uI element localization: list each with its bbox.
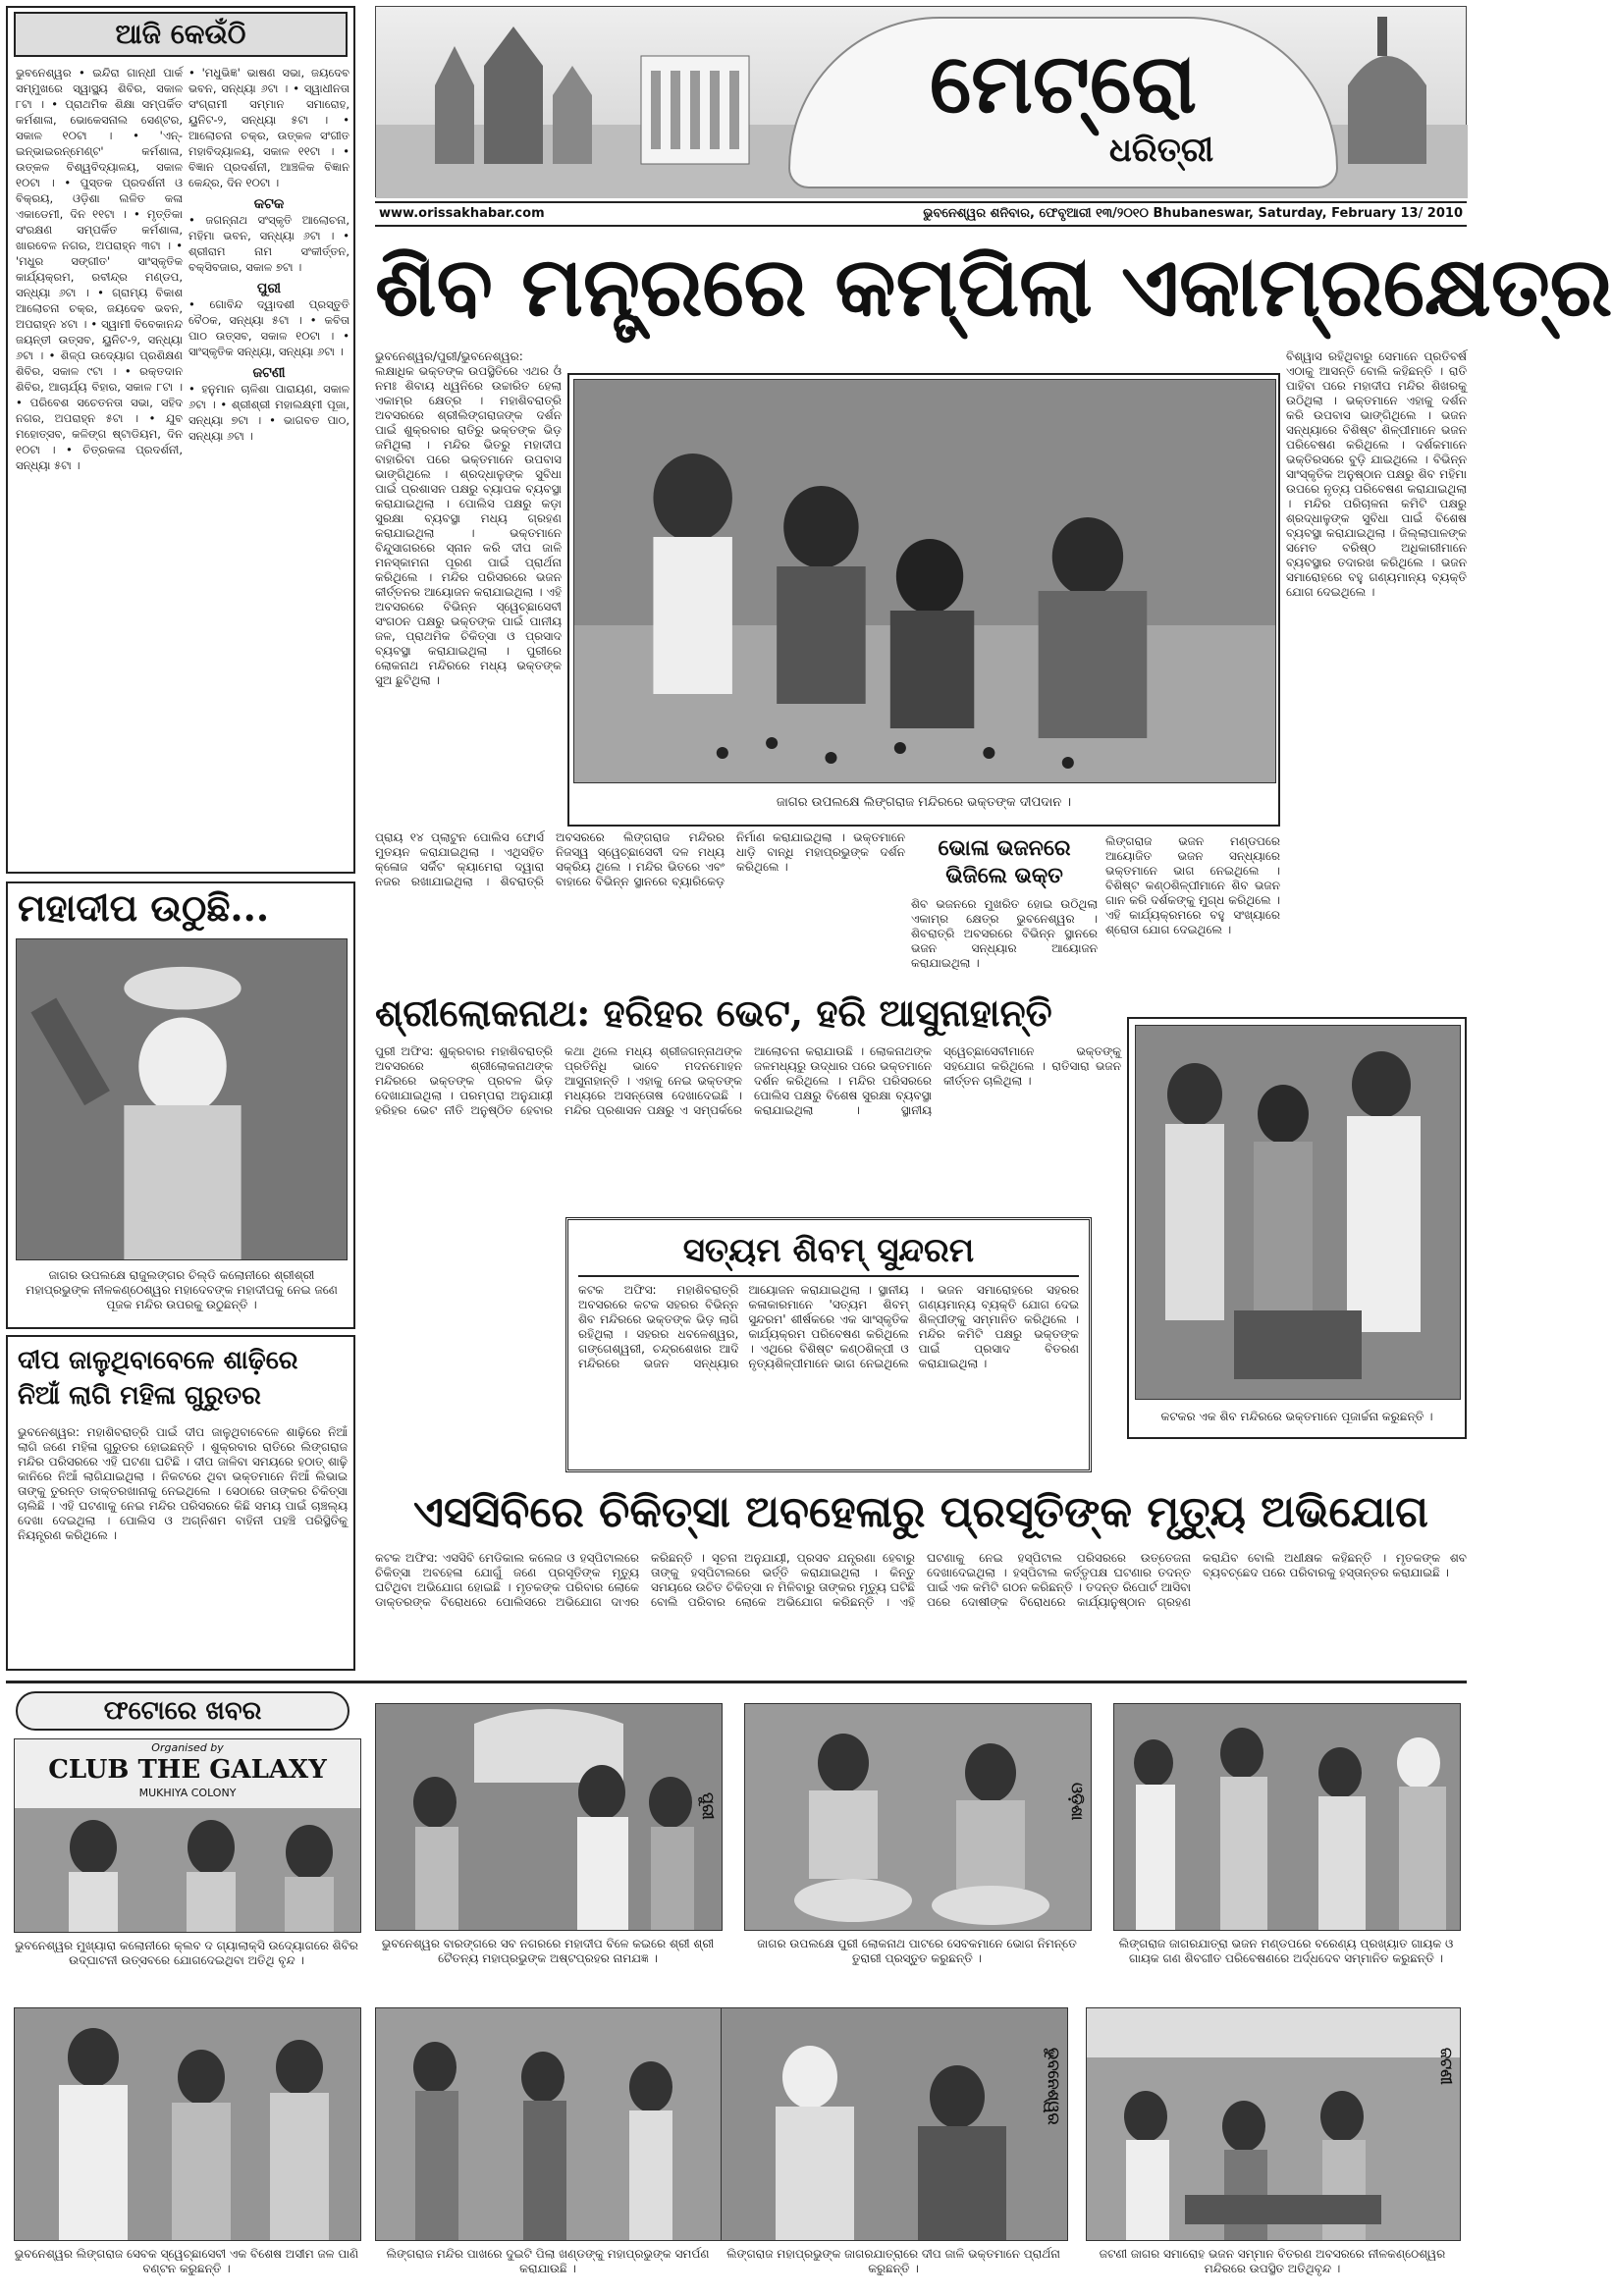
deep-fire-headline: ଦୀପ ଜାଳୁଥିବାବେଳେ ଶାଢ଼ିରେ ନିଆଁ ଲାଗି ମହିଳା ଗୁରୁତର <box>18 1346 298 1411</box>
today-events-title: ଆଜି କେଉଁଠି <box>14 12 348 57</box>
photo-news-image-7 <box>721 2007 1068 2241</box>
photo-news-image-2 <box>375 1703 723 1931</box>
satyam-photo-caption: କଟକର ଏକ ଶିବ ମନ୍ଦିରରେ ଭକ୍ତମାନେ ପୂଜାର୍ଚ୍ଚନା କରୁଛନ୍ତି । <box>1160 1410 1433 1423</box>
photo-news-item-4 <box>1113 1703 1459 1980</box>
today-events-list-extra: • 'ମଧୁଭିଜ୍ଞ' ଭାଷଣ ସଭା, ଜୟଦେବ ଭବନ, ସନ୍ଧ୍ୟା ୬ଟା । • ସ୍ୱାଧୀନତା ସଂଗ୍ରାମୀ ସମ୍ମାନ ସମାରୋହ, ୟୁନିଟ-୨, ସନ୍ଧ୍ୟା ୫ଟା । • ଆଲୋଚନା ଚକ୍ର, ଉତ୍କଳ ସଂଗୀତ ମହାବିଦ୍ୟାଳୟ, ସକାଳ ୧୧ଟା । • ବିଜ୍ଞାନ ପ୍ରଦର୍ଶନୀ, ଆଞ୍ଚଳିକ ବିଜ୍ଞାନ କେନ୍ଦ୍ର, ଦିନ ୧୦ଟା । <box>188 66 349 189</box>
satyam-headline: ସତ୍ୟମ ଶିବମ୍ ସୁନ୍ଦରମ <box>578 1226 1079 1277</box>
lokanath-text-continued <box>375 1217 558 1472</box>
lead-right-text: ବିଶ୍ୱାସ ରହିଥିବାରୁ ସେମାନେ ପ୍ରତିବର୍ଷ ଏଠାକୁ ଆସନ୍ତି ବୋଲି କହିଛନ୍ତି । ରାତି ପାହିବା ପରେ ମହାଦୀପ ମନ୍ଦିର ଶିଖରକୁ ଉଠିଥିଲା । ଭକ୍ତମାନେ ଏହାକୁ ଦର୍ଶନ କରି ଉପବାସ ଭାଙ୍ଗିଥିଲେ । ଭଜନ ସନ୍ଧ୍ୟାରେ ବିଶିଷ୍ଟ ଶିଳ୍ପୀମାନେ ଭଜନ ପରିବେଷଣ କରିଥିଲେ । ଦର୍ଶକମାନେ ଭକ୍ତିରସରେ ବୁଡ଼ି ଯାଇଥିଲେ । ବିଭିନ୍ନ ସାଂସ୍କୃତିକ ଅନୁଷ୍ଠାନ ପକ୍ଷରୁ ଶିବ ମହିମା ଉପରେ ନୃତ୍ୟ ପରିବେଷଣ କରାଯାଇଥିଲା । ମନ୍ଦିର ପରିଚାଳନା କମିଟି ପକ୍ଷରୁ ଶ୍ରଦ୍ଧାଳୁଙ୍କ ସୁବିଧା ପାଇଁ ବିଶେଷ ବ୍ୟବସ୍ଥା କରାଯାଇଥିଲା । ଜିଲ୍ଲାପାଳଙ୍କ ସମେତ ବରିଷ୍ଠ ଅଧିକାରୀମାନେ ବ୍ୟବସ୍ଥାର ତଦାରଖ କରିଥିଲେ । ଭଜନ ସମାରୋହରେ ବହୁ ଗଣ୍ୟମାନ୍ୟ ବ୍ୟକ୍ତି ଯୋଗ ଦେଇଥିଲେ । <box>1286 349 1467 599</box>
photo-news-item-3 <box>744 1703 1090 1980</box>
today-events-box <box>6 6 355 874</box>
photo-news-caption-1: ଭୁବନେଶ୍ୱର ମୁଖ୍ୟାରା କଲୋନୀରେ କ୍ଲବ ଦ ଗ୍ୟାଲାକ୍ସି ଉଦ୍ୟୋଗରେ ଶିବିର ଉଦ୍‌ଘାଟନୀ ଉତ୍ସବରେ ଯୋଗଦେଇଥିବା ଅତିଥି ବୃନ୍ଦ । <box>15 1939 358 1967</box>
city-label-puri: ପୁରୀ <box>256 281 282 296</box>
deep-fire-box <box>6 1335 355 1671</box>
masthead-subtitle: ଧରିତ୍ରୀ <box>1108 131 1214 170</box>
lead-left-text: ଭୁବନେଶ୍ୱର/ପୁରୀ/ଭୁବନେଶ୍ୱର: ଲକ୍ଷାଧିକ ଭକ୍ତଙ୍କ ଉପସ୍ଥିତିରେ ଏଥର ଓଁ ନମଃ ଶିବାୟ ଧ୍ୱନିରେ ଉଚ୍ଚାରିତ ହେଲା ଏକାମ୍ର କ୍ଷେତ୍ର । ମହାଶିବରାତ୍ରି ଅବସରରେ ଶ୍ରୀଲିଙ୍ଗରାଜଙ୍କ ଦର୍ଶନ ପାଇଁ ଶୁକ୍ରବାର ରାତିରୁ ଭକ୍ତଙ୍କ ଭିଡ଼ ଜମିଥିଲା । ମନ୍ଦିର ଭିତରୁ ମହାଦୀପ ବାହାରିବା ପରେ ଭକ୍ତମାନେ ଉପବାସ ଭାଙ୍ଗିଥିଲେ । ଶ୍ରଦ୍ଧାଳୁଙ୍କ ସୁବିଧା ପାଇଁ ପ୍ରଶାସନ ପକ୍ଷରୁ ବ୍ୟାପକ ବ୍ୟବସ୍ଥା କରାଯାଇଥିଲା । ପୋଲିସ ପକ୍ଷରୁ କଡ଼ା ସୁରକ୍ଷା ବ୍ୟବସ୍ଥା ମଧ୍ୟ ଗ୍ରହଣ କରାଯାଇଥିଲା । ଭକ୍ତମାନେ ବିନ୍ଦୁସାଗରରେ ସ୍ନାନ କରି ଦୀପ ଜାଳି ମନସ୍କାମନା ପୂରଣ ପାଇଁ ପ୍ରାର୍ଥନା କରିଥିଲେ । ମନ୍ଦିର ପରିସରରେ ଭଜନ କୀର୍ତ୍ତନର ଆୟୋଜନ କରାଯାଇଥିଲା । ଏହି ଅବସରରେ ବିଭିନ୍ନ ସ୍ୱେଚ୍ଛାସେବୀ ସଂଗଠନ ପକ୍ଷରୁ ଭକ୍ତଙ୍କ ପାଇଁ ପାନୀୟ ଜଳ, ପ୍ରାଥମିକ ଚିକିତ୍ସା ଓ ପ୍ରସାଦ ବ୍ୟବସ୍ଥା କରାଯାଇଥିଲା । ପୁରୀରେ ଲୋକନାଥ ମନ୍ଦିରରେ ମଧ୍ୟ ଭକ୍ତଙ୍କ ସୁଅ ଛୁଟିଥିଲା । <box>375 349 562 687</box>
deep-fire-text: ଭୁବନେଶ୍ୱର: ମହାଶିବରାତ୍ରି ପାଇଁ ଦୀପ ଜାଳୁଥିବାବେଳେ ଶାଢ଼ିରେ ନିଆଁ ଲାଗି ଜଣେ ମହିଳା ଗୁରୁତର ହୋଇଛନ୍ତି । ଶୁକ୍ରବାର ରାତିରେ ଲିଙ୍ଗରାଜ ମନ୍ଦିର ପରିସରରେ ଏହି ଘଟଣା ଘଟିଛି । ଦୀପ ଜାଳିବା ସମୟରେ ହଠାତ୍ ଶାଢ଼ି କାନିରେ ନିଆଁ ଲାଗିଯାଇଥିଲା । ନିକଟରେ ଥିବା ଭକ୍ତମାନେ ନିଆଁ ଲିଭାଇ ତାଙ୍କୁ ତୁରନ୍ତ ଡାକ୍ତରଖାନାକୁ ନେଇଥିଲେ । ସେଠାରେ ତାଙ୍କର ଚିକିତ୍ସା ଚାଲିଛି । ଏହି ଘଟଣାକୁ ନେଇ ମନ୍ଦିର ପରିସରରେ କିଛି ସମୟ ପାଇଁ ଚାଞ୍ଚଲ୍ୟ ଦେଖା ଦେଇଥିଲା । ପୋଲିସ ଓ ଅଗ୍ନିଶମ ବାହିନୀ ପହଞ୍ଚି ପରିସ୍ଥିତିକୁ ନିୟନ୍ତ୍ରଣ କରିଥିଲେ । <box>18 1425 348 1542</box>
satyam-box <box>565 1217 1092 1472</box>
photo-news-section <box>6 1681 1467 2290</box>
mahadeep-caption: ଜାଗର ଉପଲକ୍ଷେ ରାଜୁଲଙ୍ଗର ଚିଲ୍ଡି କଲୋନୀରେ ଶ୍ରୀଶ୍ରୀ ମହାପ୍ରଭୁଙ୍କ ନୀଳକଣ୍ଠେଶ୍ୱର ମହାଦେବଙ୍କ ମହାଦୀପକୁ ନେଇ ଜଣେ ପୂଜକ ମନ୍ଦିର ଉପରକୁ ଉଠୁଛନ୍ତି । <box>26 1268 338 1311</box>
galaxy-banner-sub: MUKHIYA COLONY <box>138 1787 237 1799</box>
masthead-title: ମେଟ୍ରୋ <box>930 34 1197 132</box>
galaxy-banner-top: Organised by <box>151 1741 224 1754</box>
galaxy-banner-main: CLUB THE GALAXY <box>48 1755 327 1785</box>
photo-news-image-3 <box>744 1703 1092 1931</box>
website-link[interactable]: www.orissakhabar.com <box>379 206 545 221</box>
satyam-photo <box>1135 1025 1461 1400</box>
mahadeep-box <box>6 881 355 1329</box>
photo-news-image-5 <box>14 2007 361 2241</box>
lead-photo-frame <box>567 373 1280 827</box>
mahadeep-headline: ମହାଦୀପ ଉଠୁଛି... <box>18 885 270 930</box>
lokanath-headline: ଶ୍ରୀଲୋକନାଥ: ହରିହର ଭେଟ, ହରି ଆସୁନାହାନ୍ତି <box>375 990 1052 1035</box>
photo-news-caption-8: ଜଟଣୀ ଜାଗର ସମାରୋହ ଭଜନ ସମ୍ମାନ ବିତରଣ ଅବସରରେ ନୀଳକଣ୍ଠେଶ୍ୱର ମନ୍ଦିରରେ ଉପସ୍ଥିତ ଅତିଥିବୃନ୍ଦ । <box>1099 2247 1446 2275</box>
hospital-text: କଟକ ଅଫିସ: ଏସସିବି ମେଡିକାଲ କଲେଜ ଓ ହସ୍ପିଟାଲରେ ଚିକିତ୍ସା ଅବହେଳା ଯୋଗୁଁ ଜଣେ ପ୍ରସୂତିଙ୍କ ମୃତ୍ୟୁ ଘଟିଥିବା ଅଭିଯୋଗ ହୋଇଛି । ମୃତକଙ୍କ ପରିବାର ଲୋକେ ଡାକ୍ତରଙ୍କ ବିରୋଧରେ ପୋଲିସରେ ଅଭିଯୋଗ ଦାଏର କରିଛନ୍ତି । ସୂଚନା ଅନୁଯାୟୀ, ପ୍ରସବ ଯନ୍ତ୍ରଣା ହେବାରୁ ତାଙ୍କୁ ହସ୍ପିଟାଲରେ ଭର୍ତ୍ତି କରାଯାଇଥିଲା । କିନ୍ତୁ ସମୟରେ ଉଚିତ ଚିକିତ୍ସା ନ ମିଳିବାରୁ ତାଙ୍କର ମୃତ୍ୟୁ ଘଟିଛି ବୋଲି ପରିବାର ଲୋକେ ଅଭିଯୋଗ କରିଛନ୍ତି । ଏହି ଘଟଣାକୁ ନେଇ ହସ୍ପିଟାଲ ପରିସରରେ ଉତ୍ତେଜନା ଦେଖାଦେଇଥିଲା । ହସ୍ପିଟାଲ କର୍ତ୍ତୃପକ୍ଷ ଘଟଣାର ତଦନ୍ତ ପାଇଁ ଏକ କମିଟି ଗଠନ କରିଛନ୍ତି । ତଦନ୍ତ ରିପୋର୍ଟ ଆସିବା ପରେ ଦୋଷୀଙ୍କ ବିରୋଧରେ କାର୍ଯ୍ୟାନୁଷ୍ଠାନ ଗ୍ରହଣ କରାଯିବ ବୋଲି ଅଧୀକ୍ଷକ କହିଛନ୍ତି । ମୃତକଙ୍କ ଶବ ବ୍ୟବଚ୍ଛେଦ ପରେ ପରିବାରକୁ ହସ୍ତାନ୍ତର କରାଯାଇଛି । <box>375 1551 1467 1609</box>
today-events-right-column <box>188 65 349 866</box>
photo-news-title: ଫଟୋରେ ଖବର <box>16 1691 349 1731</box>
bhola-bhajan-headline: ଭୋଳା ଭଜନରେ ଭିଜିଲେ ଭକ୍ତ <box>938 835 1071 888</box>
photo-tag-puri: ପୁରୀ <box>699 1792 718 1820</box>
photo-news-item-5 <box>14 2007 359 2288</box>
lead-bottom-text: ପ୍ରାୟ ୧୪ ପ୍ଲାଟୁନ ପୋଲିସ ଫୋର୍ସ ମୁତୟନ କରାଯାଇଥିଲା । ଏଥିସହିତ କ୍ଳୋଜ ସର୍କିଟ କ୍ୟାମେରା ଦ୍ୱାରା ନଜର ରଖାଯାଇଥିଲା । ଶିବରାତ୍ରି ଅବସରରେ ଲିଙ୍ଗରାଜ ମନ୍ଦିରର ନିଜସ୍ୱ ସ୍ୱେଚ୍ଛାସେବୀ ଦଳ ମଧ୍ୟ ସକ୍ରିୟ ଥିଲେ । ମନ୍ଦିର ଭିତରେ ଏବଂ ବାହାରେ ବିଭିନ୍ନ ସ୍ଥାନରେ ବ୍ୟାରିକେଡ଼ ନିର୍ମାଣ କରାଯାଇଥିଲା । ଭକ୍ତମାନେ ଧାଡ଼ି ବାନ୍ଧି ମହାପ୍ରଭୁଙ୍କ ଦର୍ଶନ କରିଥିଲେ । <box>375 830 905 888</box>
today-events-list-jatni: • ହନୁମାନ ଚାଳିଶା ପାରାୟଣ, ସକାଳ ୬ଟା । • ଶ୍ରୀଶ୍ରୀ ମହାଲକ୍ଷ୍ମୀ ପୂଜା, ସନ୍ଧ୍ୟା ୭ଟା । • ଭାଗବତ ପାଠ, ସନ୍ଧ୍ୟା ୬ଟା । <box>188 382 349 443</box>
satyam-photo-frame <box>1127 1017 1467 1439</box>
city-label-jatni: ଜଟଣୀ <box>252 365 286 381</box>
photo-news-caption-3: ଜାଗର ଉପଲକ୍ଷେ ପୁରୀ ଲୋକନାଥ ପାଟରେ ସେବକମାନେ ଭୋଗ ନିମନ୍ତେ ତୁରାରୀ ପ୍ରସ୍ତୁତ କରୁଛନ୍ତି । <box>757 1937 1077 1965</box>
satyam-text: କଟକ ଅଫିସ: ମହାଶିବରାତ୍ରି ଅବସରରେ କଟକ ସହରର ବିଭିନ୍ନ ଶିବ ମନ୍ଦିରରେ ଭକ୍ତଙ୍କ ଭିଡ଼ ଲାଗି ରହିଥିଲା । ସହରର ଧବଳେଶ୍ୱର, ଗଙ୍ଗେଶ୍ୱରୀ, ଚନ୍ଦ୍ରଶେଖର ଆଦି ମନ୍ଦିରରେ ଭଜନ ସନ୍ଧ୍ୟାର ଆୟୋଜନ କରାଯାଇଥିଲା । ସ୍ଥାନୀୟ କଳାକାରମାନେ 'ସତ୍ୟମ ଶିବମ୍ ସୁନ୍ଦରମ' ଶୀର୍ଷକରେ ଏକ ସାଂସ୍କୃତିକ କାର୍ଯ୍ୟକ୍ରମ ପରିବେଷଣ କରିଥିଲେ । ଏଥିରେ ବିଶିଷ୍ଟ କଣ୍ଠଶିଳ୍ପୀ ଓ ନୃତ୍ୟଶିଳ୍ପୀମାନେ ଭାଗ ନେଇଥିଲେ । ଭଜନ ସମାରୋହରେ ସହରର ଗଣ୍ୟମାନ୍ୟ ବ୍ୟକ୍ତି ଯୋଗ ଦେଇ ଶିଳ୍ପୀଙ୍କୁ ସମ୍ମାନିତ କରିଥିଲେ । ମନ୍ଦିର କମିଟି ପକ୍ଷରୁ ଭକ୍ତଙ୍କ ପାଇଁ ପ୍ରସାଦ ବିତରଣ କରାଯାଇଥିଲା । <box>578 1283 1079 1370</box>
mahadeep-photo <box>16 938 348 1260</box>
photo-tag-jatni: ଜଟଣୀ <box>1437 2048 1456 2085</box>
lokanath-text: ପୁରୀ ଅଫିସ: ଶୁକ୍ରବାର ମହାଶିବରାତ୍ରି ଅବସରରେ ଶ୍ରୀଲୋକନାଥଙ୍କ ମନ୍ଦିରରେ ଭକ୍ତଙ୍କ ପ୍ରବଳ ଭିଡ଼ ଦେଖାଯାଇଥିଲା । ପରମ୍ପରା ଅନୁଯାୟୀ ହରିହର ଭେଟ ନୀତି ଅନୁଷ୍ଠିତ ହେବାର କଥା ଥିଲେ ମଧ୍ୟ ଶ୍ରୀଜଗନ୍ନାଥଙ୍କ ପ୍ରତିନିଧି ଭାବେ ମଦନମୋହନ ଆସୁନାହାନ୍ତି । ଏହାକୁ ନେଇ ଭକ୍ତଙ୍କ ମଧ୍ୟରେ ଅସନ୍ତୋଷ ଦେଖାଦେଇଛି । ମନ୍ଦିର ପ୍ରଶାସନ ପକ୍ଷରୁ ଏ ସମ୍ପର୍କରେ ଆଲୋଚନା କରାଯାଉଛି । ଲୋକନାଥଙ୍କ ଜଳମଧ୍ୟରୁ ଉଦ୍ଧାର ପରେ ଭକ୍ତମାନେ ଦର୍ଶନ କରିଥିଲେ । ମନ୍ଦିର ପରିସରରେ ପୋଲିସ ପକ୍ଷରୁ ବିଶେଷ ସୁରକ୍ଷା ବ୍ୟବସ୍ଥା କରାଯାଇଥିଲା । ସ୍ଥାନୀୟ ସ୍ୱେଚ୍ଛାସେବୀମାନେ ଭକ୍ତଙ୍କୁ ସହଯୋଗ କରିଥିଲେ । ରାତିସାରା ଭଜନ କୀର୍ତ୍ତନ ଚାଲିଥିଲା । <box>375 1044 1121 1117</box>
photo-news-caption-6: ଲିଙ୍ଗରାଜ ମନ୍ଦିର ପାଖରେ ଦୁଇଟି ପିଲା ଖଣ୍ଡଙ୍କୁ ମହାପ୍ରଭୁଙ୍କ ସମର୍ପଣ କରାଯାଉଛି । <box>386 2247 710 2275</box>
lead-photo <box>573 379 1276 783</box>
photo-news-item-6 <box>375 2007 721 2288</box>
photo-tag-bhubaneswar: ଭୁବନେଶ୍ୱର <box>1045 2048 1063 2125</box>
hospital-headline: ଏସସିବିରେ ଚିକିତ୍ସା ଅବହେଳାରୁ ପ୍ରସୂତିଙ୍କ ମୃତ୍ୟୁ ଅଭିଯୋଗ <box>413 1487 1428 1537</box>
today-events-list-bhubaneswar: ଭୁବନେଶ୍ୱର • ଇନ୍ଦିରା ଗାନ୍ଧୀ ପାର୍କ ସମ୍ମୁଖରେ ସ୍ୱାସ୍ଥ୍ୟ ଶିବିର, ସକାଳ ୮ଟା । • ପ୍ରାଥମିକ ଶିକ୍ଷା ସମ୍ପର୍କିତ କର୍ମଶାଳା, ଭୋକେସନାଲ ସେଣ୍ଟର, ସକାଳ ୧୦ଟା । • 'ଏନ୍‌-ଇନ୍‌ଭାଇରନ୍‌ମେଣ୍ଟ' କର୍ମଶାଳା, ଉତ୍କଳ ବିଶ୍ୱବିଦ୍ୟାଳୟ, ସକାଳ ୧୦ଟା । • ପୁସ୍ତକ ପ୍ରଦର୍ଶନୀ ଓ ବିକ୍ରୟ, ଓଡ଼ିଶା ଲଳିତ କଳା ଏକାଡେମୀ, ଦିନ ୧୧ଟା । • ମୃତ୍ତିକା ସଂରକ୍ଷଣ ସମ୍ପର୍କିତ କର୍ମଶାଳା, ଖାରବେଳ ନଗର, ଅପରାହ୍ନ ୩ଟା । • 'ମଧୁର ସଙ୍ଗୀତ' ସାଂସ୍କୃତିକ କାର୍ଯ୍ୟକ୍ରମ, ରବୀନ୍ଦ୍ର ମଣ୍ଡପ, ସନ୍ଧ୍ୟା ୬ଟା । • ଗ୍ରାମ୍ୟ ବିକାଶ ଆଲୋଚନା ଚକ୍ର, ଜୟଦେବ ଭବନ, ଅପରାହ୍ନ ୪ଟା । • ସ୍ୱାମୀ ବିବେକାନନ୍ଦ ଜୟନ୍ତୀ ଉତ୍ସବ, ୟୁନିଟ-୨, ସନ୍ଧ୍ୟା ୬ଟା । • ଶିଳ୍ପ ଉଦ୍ୟୋଗ ପ୍ରଶିକ୍ଷଣ ଶିବିର, ସକାଳ ୯ଟା । • ରକ୍ତଦାନ ଶିବିର, ଆଚାର୍ଯ୍ୟ ବିହାର, ସକାଳ ୮ଟା । • ପରିବେଶ ସଚେତନତା ସଭା, ସହିଦ ନଗର, ଅପରାହ୍ନ ୫ଟା । • ଯୁବ ମହୋତ୍ସବ, କଳିଙ୍ଗ ଷ୍ଟାଡିୟମ, ଦିନ ୧୦ଟା । • ଚିତ୍ରକଳା ପ୍ରଦର୍ଶନୀ, ସନ୍ଧ୍ୟା ୫ଟା । <box>16 66 183 472</box>
photo-news-caption-5: ଭୁବନେଶ୍ୱର ଲିଙ୍ଗରାଜ ସେବକ ସ୍ୱେଚ୍ଛାସେବୀ ଏକ ବିଶେଷ ଅସୀମ ଜଳ ପାଣି ବଣ୍ଟନ କରୁଛନ୍ତି । <box>14 2247 359 2275</box>
photo-news-item-2 <box>375 1703 721 1980</box>
today-events-list-puri: • ଗୋବିନ୍ଦ ଦ୍ୱାଦଶୀ ପ୍ରସ୍ତୁତି ବୈଠକ, ସନ୍ଧ୍ୟା ୫ଟା । • କବିତା ପାଠ ଉତ୍ସବ, ସକାଳ ୧୦ଟା । • ସାଂସ୍କୃତିକ ସନ୍ଧ୍ୟା, ସନ୍ଧ୍ୟା ୬ଟା । <box>188 297 349 358</box>
photo-news-image-1 <box>14 1738 361 1933</box>
lead-photo-caption: ଜାଗର ଉପଲକ୍ଷେ ଲିଙ୍ଗରାଜ ମନ୍ଦିରରେ ଭକ୍ତଙ୍କ ଦୀପଦାନ । <box>776 795 1072 810</box>
dateline-text: ଭୁବନେଶ୍ୱର ଶନିବାର, ଫେବୃଆରୀ ୧୩/୨୦୧୦ Bhubaneswar, Saturday, February 13/ 2010 <box>923 206 1463 221</box>
bhola-bhajan-text: ଶିବ ଭଜନରେ ମୁଖରିତ ହୋଇ ଉଠିଥିଲା ଏକାମ୍ର କ୍ଷେତ୍ର ଭୁବନେଶ୍ୱର । ଶିବରାତ୍ରି ଅବସରରେ ବିଭିନ୍ନ ସ୍ଥାନରେ ଭଜନ ସନ୍ଧ୍ୟାର ଆୟୋଜନ କରାଯାଇଥିଲା । <box>911 897 1098 970</box>
bhola-bhajan-box <box>911 834 1280 978</box>
photo-news-caption-4: ଲିଙ୍ଗରାଜ ଜାଗରଯାତ୍ରା ଭଜନ ମଣ୍ଡପରେ ବରେଣ୍ୟ ପ୍ରଖ୍ୟାତ ଗାୟକ ଓ ଗାୟକ ଗଣ ଶିବଗୀତ ପରିବେଷଣରେ ଅର୍ଦ୍ଧଦେବ ସମ୍ମାନିତ କରୁଛନ୍ତି । <box>1118 1937 1454 1965</box>
dateline-bar <box>375 201 1467 227</box>
photo-news-image-8 <box>1086 2007 1461 2241</box>
photo-tag-odisha: ଓଡ଼ିଶା <box>1068 1783 1087 1821</box>
photo-news-item-8 <box>1086 2007 1459 2288</box>
city-label-cuttack: କଟକ <box>253 196 285 212</box>
lead-headline: ଶିବ ମନ୍ତ୍ରରେ କମ୍ପିଲା ଏକାମ୍ରକ୍ଷେତ୍ର <box>375 238 1612 335</box>
photo-news-caption-2: ଭୁବନେଶ୍ୱର ବାରଙ୍ଗରେ ସବ ନଗରରେ ମହାଦୀପ ବିଳେ କଇରେ ଶ୍ରୀ ଶ୍ରୀ ଚୈତନ୍ୟ ମହାପ୍ରଭୁଙ୍କ ଅଷ୍ଟପ୍ରହର ନାମଯଜ୍ଞ । <box>381 1937 715 1965</box>
photo-news-item-7 <box>721 2007 1066 2288</box>
photo-news-image-4 <box>1113 1703 1461 1931</box>
today-events-list-cuttack: • ଜଗନ୍ନାଥ ସଂସ୍କୃତି ଆଲୋଚନା, ମହିମା ଭବନ, ସନ୍ଧ୍ୟା ୬ଟା । • ଶ୍ରୀରାମ ନାମ ସଂକୀର୍ତ୍ତନ, ବକ୍ସିବଜାର, ସକାଳ ୭ଟା । <box>188 213 349 274</box>
photo-news-item-1 <box>14 1738 359 1980</box>
photo-news-caption-7: ଲିଙ୍ଗରାଜ ମହାପ୍ରଭୁଙ୍କ ଜାଗରଯାତ୍ରାରେ ଦୀପ ଜାଳି ଭକ୍ତମାନେ ପ୍ରାର୍ଥନା କରୁଛନ୍ତି । <box>726 2247 1060 2275</box>
masthead <box>375 6 1467 197</box>
bhola-bhajan-text-2: ଲିଙ୍ଗରାଜ ଭଜନ ମଣ୍ଡପରେ ଆୟୋଜିତ ଭଜନ ସନ୍ଧ୍ୟାରେ ଭକ୍ତମାନେ ଭାଗ ନେଇଥିଲେ । ବିଶିଷ୍ଟ କଣ୍ଠଶିଳ୍ପୀମାନେ ଶିବ ଭଜନ ଗାନ କରି ଦର୍ଶକଙ୍କୁ ମୁଗ୍ଧ କରିଥିଲେ । ଏହି କାର୍ଯ୍ୟକ୍ରମରେ ବହୁ ସଂଖ୍ୟାରେ ଶ୍ରୋତା ଯୋଗ ଦେଇଥିଲେ । <box>1105 834 1280 936</box>
photo-news-image-6 <box>375 2007 723 2241</box>
